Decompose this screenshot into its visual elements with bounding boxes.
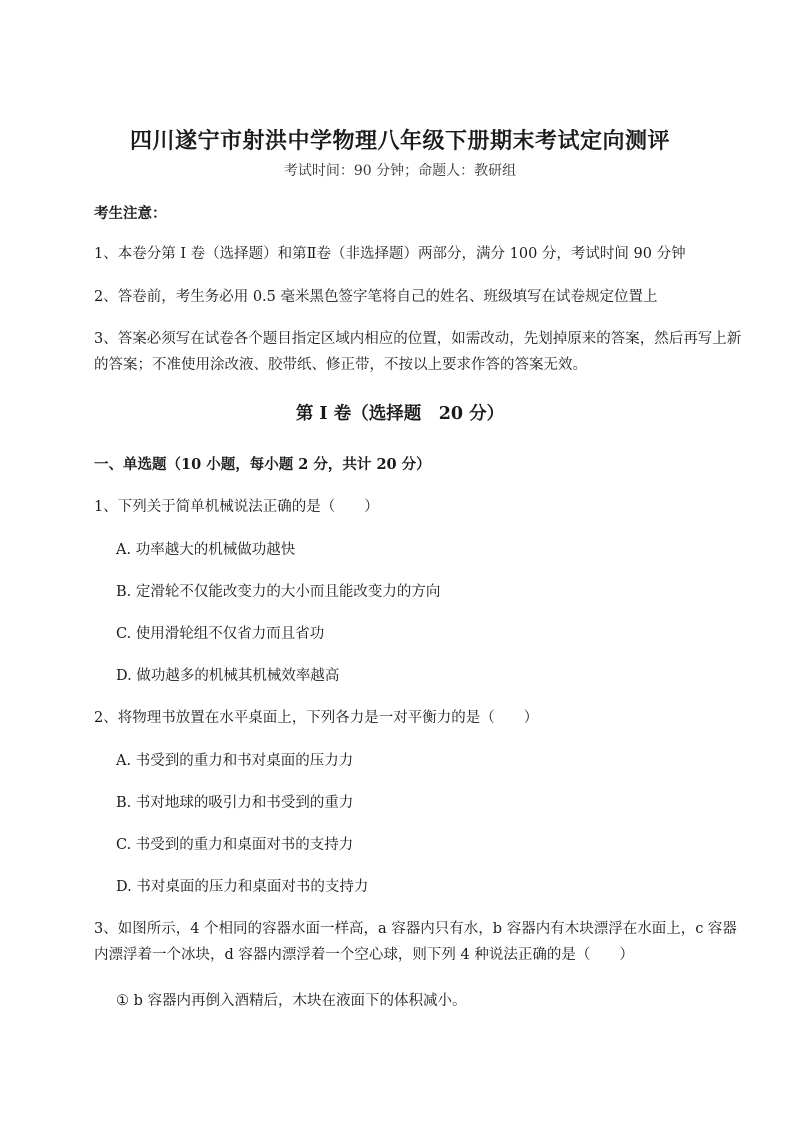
exam-title: 四川遂宁市射洪中学物理八年级下册期末考试定向测评 bbox=[129, 128, 670, 154]
question-option: A. 功率越大的机械做功越快 bbox=[116, 542, 296, 558]
question-stem: 2、将物理书放置在水平桌面上，下列各力是一对平衡力的是（ ） bbox=[94, 710, 539, 726]
note-item: 1、本卷分第 I 卷（选择题）和第Ⅱ卷（非选择题）两部分，满分 100 分，考试时间 90 分钟 bbox=[94, 246, 686, 262]
note-item: 3、答案必须写在试卷各个题目指定区域内相应的位置，如需改动，先划掉原来的答案，然后再写上新的答案；不准使用涂改液、胶带纸、修正带，不按以上要求作答的答案无效。 bbox=[94, 331, 742, 373]
question-option: A. 书受到的重力和书对桌面的压力力 bbox=[116, 753, 354, 769]
question-option: C. 使用滑轮组不仅省力而且省功 bbox=[116, 626, 325, 642]
question-statement: ① b 容器内再倒入酒精后，木块在液面下的体积减小。 bbox=[116, 993, 467, 1009]
section-title: 第 I 卷（选择题 20 分） bbox=[295, 404, 505, 424]
notes-heading: 考生注意： bbox=[94, 205, 167, 222]
question-option: B. 定滑轮不仅能改变力的大小而且能改变力的方向 bbox=[116, 584, 441, 600]
question-stem: 3、如图所示，4 个相同的容器水面一样高，a 容器内只有水，b 容器内有木块漂浮在水面上，c 容器内漂浮着一个冰块，d 容器内漂浮着一个空心球，则下列 4 种说法正确的是（ ） bbox=[94, 921, 737, 963]
question-stem: 1、下列关于简单机械说法正确的是（ ） bbox=[94, 499, 379, 515]
exam-subtitle: 考试时间：90 分钟；命题人：教研组 bbox=[283, 163, 517, 179]
question-option: C. 书受到的重力和桌面对书的支持力 bbox=[116, 837, 354, 853]
question-option: D. 书对桌面的压力和桌面对书的支持力 bbox=[116, 879, 369, 895]
note-item: 2、答卷前，考生务必用 0.5 毫米黑色签字笔将自己的姓名、班级填写在试卷规定位置上 bbox=[94, 289, 658, 305]
question-option: D. 做功越多的机械其机械效率越高 bbox=[116, 668, 340, 684]
question-option: B. 书对地球的吸引力和书受到的重力 bbox=[116, 795, 354, 811]
part-heading: 一、单选题（10 小题，每小题 2 分，共计 20 分） bbox=[94, 456, 431, 473]
